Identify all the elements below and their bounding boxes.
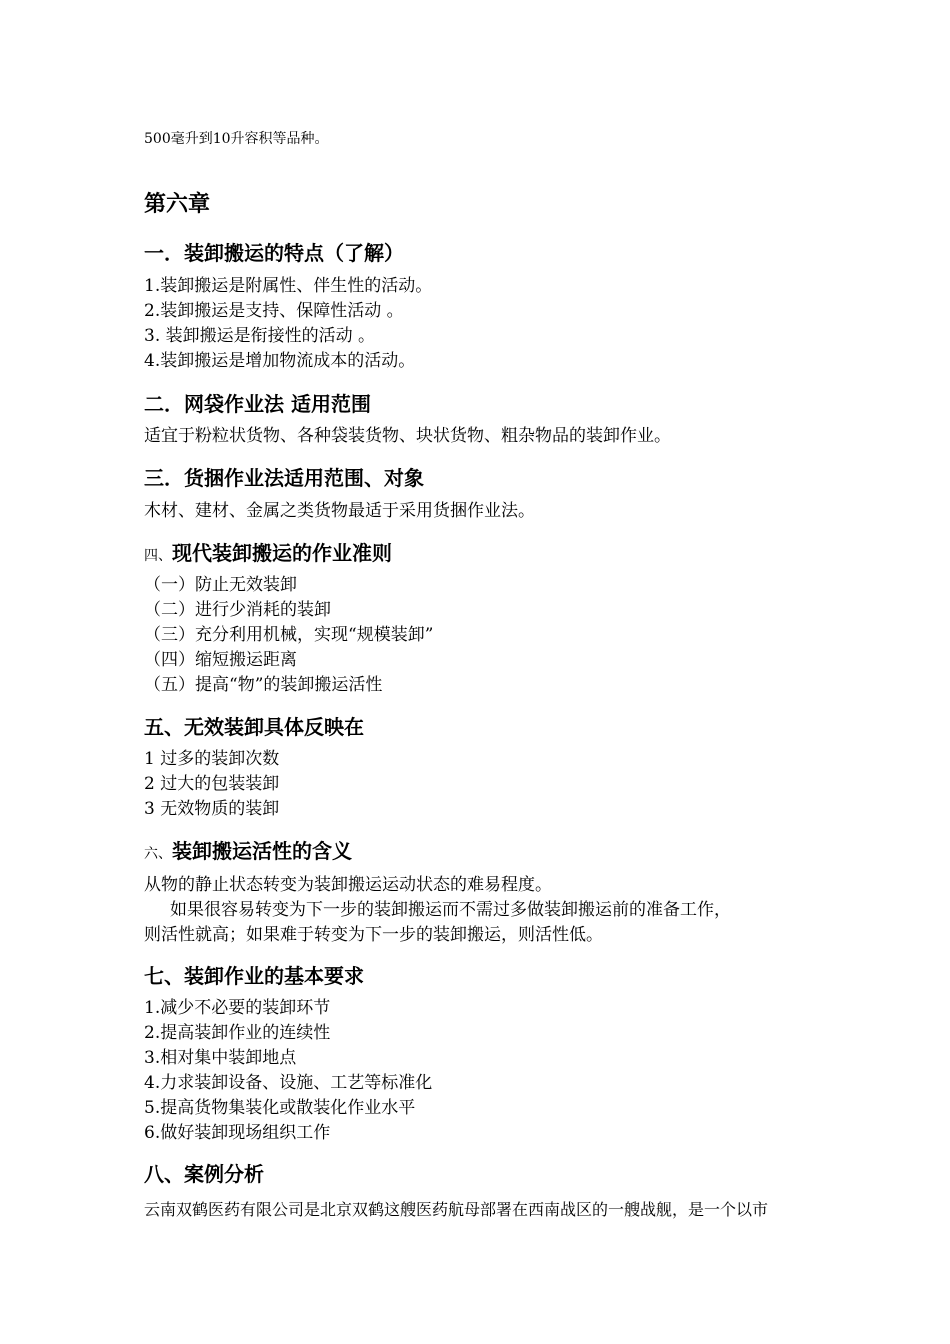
section-2-text: 适宜于粉粒状货物、各种袋装货物、块状货物、粗杂物品的装卸作业。 [144, 426, 671, 446]
paragraph-line: 从物的静止状态转变为装卸搬运运动状态的难易程度。 [144, 875, 552, 895]
list-item: 2 过大的包装装卸 [144, 774, 280, 794]
section-4-title-text: 现代装卸搬运的作业准则 [172, 541, 392, 565]
paragraph-line: 如果很容易转变为下一步的装卸搬运而不需过多做装卸搬运前的准备工作， [170, 900, 731, 920]
list-item: 1.装卸搬运是附属性、伴生性的活动。 [144, 276, 433, 296]
section-2-title: 二．网袋作业法 适用范围 [144, 392, 371, 416]
section-1-title: 一．装卸搬运的特点（了解） [144, 241, 404, 265]
list-item: （五）提高“物”的装卸搬运活性 [144, 675, 383, 695]
section-6-title [144, 835, 834, 864]
list-item: 1.减少不必要的装卸环节 [144, 998, 331, 1018]
list-item: 1 过多的装卸次数 [144, 749, 280, 769]
section-4-list [144, 573, 834, 698]
list-item: 3 无效物质的装卸 [144, 799, 280, 819]
list-item: （二）进行少消耗的装卸 [144, 600, 331, 620]
list-item: 5.提高货物集装化或散装化作业水平 [144, 1098, 416, 1118]
list-item: （一）防止无效装卸 [144, 575, 297, 595]
section-4-prefix: 四、 [144, 548, 172, 564]
section-8-text: 云南双鹤医药有限公司是北京双鹤这艘医药航母部署在西南战区的一艘战舰，是一个以市 [144, 1200, 769, 1219]
section-6-title-text: 装卸搬运活性的含义 [172, 839, 352, 863]
list-item: 2.提高装卸作业的连续性 [144, 1023, 331, 1043]
section-6-text [144, 873, 834, 948]
list-item: 6.做好装卸现场组织工作 [144, 1123, 331, 1143]
section-5-list [144, 747, 834, 822]
section-1-list [144, 274, 834, 374]
section-7-title: 七、装卸作业的基本要求 [144, 964, 364, 988]
section-7-list [144, 996, 834, 1146]
section-6-prefix: 六、 [144, 846, 172, 862]
list-item: 3. 装卸搬运是衔接性的活动 。 [144, 326, 376, 346]
section-8-title: 八、案例分析 [144, 1162, 264, 1186]
list-item: （三）充分利用机械，实现“规模装卸” [144, 625, 434, 645]
section-4-title [144, 537, 834, 566]
top-line: 500毫升到10升容积等品种。 [144, 131, 329, 147]
paragraph-line: 则活性就高；如果难于转变为下一步的装卸搬运，则活性低。 [144, 925, 603, 945]
list-item: 2.装卸搬运是支持、保障性活动 。 [144, 301, 404, 321]
chapter-title: 第六章 [144, 192, 211, 217]
section-5-title: 五、无效装卸具体反映在 [144, 715, 364, 739]
list-item: 3.相对集中装卸地点 [144, 1048, 297, 1068]
section-3-text: 木材、建材、金属之类货物最适于采用货捆作业法。 [144, 501, 535, 521]
list-item: 4.力求装卸设备、设施、工艺等标准化 [144, 1073, 433, 1093]
section-3-title: 三．货捆作业法适用范围、对象 [144, 466, 424, 490]
list-item: 4.装卸搬运是增加物流成本的活动。 [144, 351, 416, 371]
list-item: （四）缩短搬运距离 [144, 650, 297, 670]
